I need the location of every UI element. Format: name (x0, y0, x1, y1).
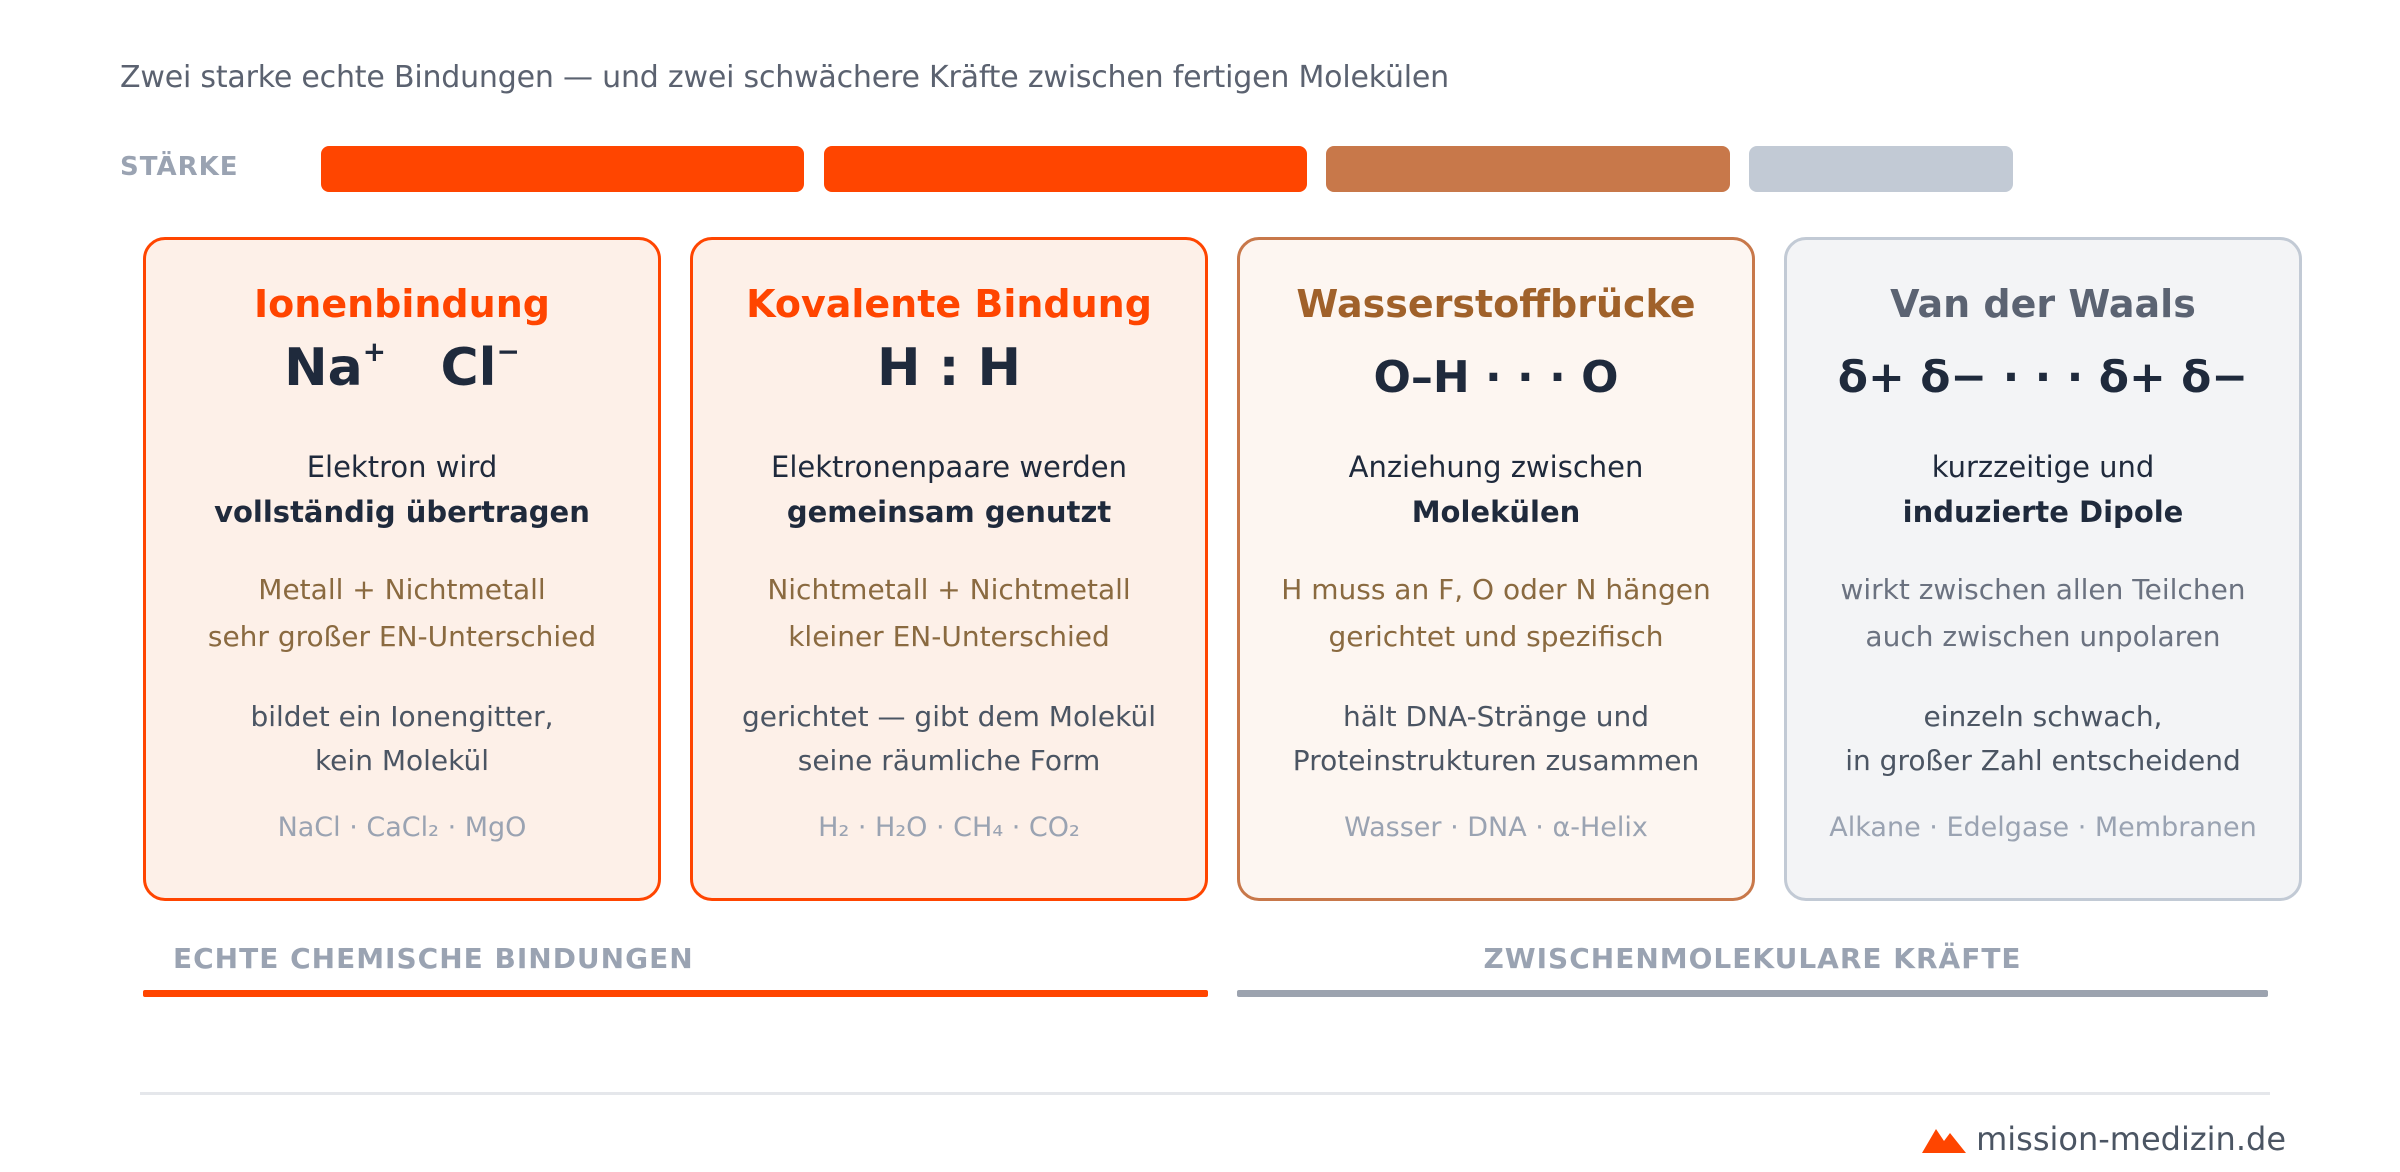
card-ionic-bond (143, 237, 661, 901)
desc-line: Anziehung zwischen (1348, 450, 1644, 484)
desc-line: Elektron wird (306, 450, 498, 484)
card-title: Kovalente Bindung (746, 282, 1152, 326)
card-examples: Alkane · Edelgase · Membranen (1829, 812, 2257, 843)
note-line: hält DNA-Stränge und (1342, 700, 1650, 733)
note-line: seine räumliche Form (797, 744, 1101, 777)
card-examples: NaCl · CaCl₂ · MgO (277, 812, 527, 843)
props-line: Nichtmetall + Nichtmetall (767, 573, 1131, 606)
card-formula: O–H · · · O (1373, 352, 1619, 403)
formula-charge-plus: + (362, 334, 387, 368)
card-title: Ionenbindung (254, 282, 550, 326)
strength-bar-vdw (1749, 146, 2013, 192)
desc-bold: Molekülen (1411, 495, 1581, 529)
formula-na: Na (284, 338, 363, 398)
card-description (1797, 445, 2289, 535)
desc-line: kurzzeitige und (1931, 450, 2155, 484)
note-line: bildet ein Ionengitter, (250, 700, 554, 733)
strength-bar-covalent (824, 146, 1307, 192)
card-properties (156, 566, 648, 660)
group-line-chemical-bonds (143, 990, 1208, 997)
strength-label: STÄRKE (120, 152, 239, 182)
note-line: kein Molekül (314, 744, 490, 777)
desc-bold: vollständig übertragen (214, 495, 590, 529)
card-description (1250, 445, 1742, 535)
props-line: sehr großer EN-Unterschied (207, 620, 597, 653)
card-description (156, 445, 648, 535)
card-description (703, 445, 1195, 535)
card-title: Van der Waals (1890, 282, 2196, 326)
footer-divider (140, 1092, 2270, 1095)
card-title: Wasserstoffbrücke (1296, 282, 1696, 326)
note-line: einzeln schwach, (1923, 700, 2163, 733)
card-note (1250, 695, 1742, 783)
strength-bar-ionic (321, 146, 804, 192)
formula-cl: Cl (440, 338, 497, 398)
props-line: kleiner EN-Unterschied (788, 620, 1110, 653)
note-line: Proteinstrukturen zusammen (1292, 744, 1700, 777)
card-van-der-waals (1784, 237, 2302, 901)
card-examples: Wasser · DNA · α-Helix (1344, 812, 1648, 843)
mountain-icon (1922, 1125, 1966, 1153)
card-note (703, 695, 1195, 783)
card-note (156, 695, 648, 783)
note-line: in großer Zahl entscheidend (1845, 744, 2241, 777)
card-properties (1797, 566, 2289, 660)
group-line-intermolecular-forces (1237, 990, 2268, 997)
props-line: wirkt zwischen allen Teilchen (1840, 573, 2246, 606)
props-line: gerichtet und spezifisch (1328, 620, 1664, 653)
desc-line: Elektronenpaare werden (771, 450, 1127, 484)
card-examples: H₂ · H₂O · CH₄ · CO₂ (818, 812, 1080, 843)
props-line: Metall + Nichtmetall (258, 573, 546, 606)
desc-bold: induzierte Dipole (1902, 495, 2184, 529)
card-note (1797, 695, 2289, 783)
formula-charge-minus: − (496, 334, 520, 368)
card-properties (1250, 566, 1742, 660)
desc-bold: gemeinsam genutzt (786, 495, 1112, 529)
group-label-chemical-bonds: ECHTE CHEMISCHE BINDUNGEN (173, 942, 694, 975)
card-covalent-bond (690, 237, 1208, 901)
note-line: gerichtet — gibt dem Molekül (742, 700, 1156, 733)
props-line: H muss an F, O oder N hängen (1281, 573, 1711, 606)
card-formula: H : H (876, 338, 1022, 398)
strength-bar-hydrogen (1326, 146, 1730, 192)
props-line: auch zwischen unpolaren (1865, 620, 2221, 653)
card-formula: δ+ δ− · · · δ+ δ− (1837, 352, 2249, 403)
subtitle: Zwei starke echte Bindungen — und zwei schwächere Kräfte zwischen fertigen Molekülen (120, 60, 1449, 95)
card-formula (146, 334, 658, 398)
logo-text: mission-medizin.de (1976, 1120, 2286, 1158)
card-hydrogen-bond (1237, 237, 1755, 901)
group-label-intermolecular-forces: ZWISCHENMOLEKULARE KRÄFTE (1483, 942, 2022, 975)
card-properties (703, 566, 1195, 660)
brand-logo[interactable] (1922, 1120, 2286, 1158)
